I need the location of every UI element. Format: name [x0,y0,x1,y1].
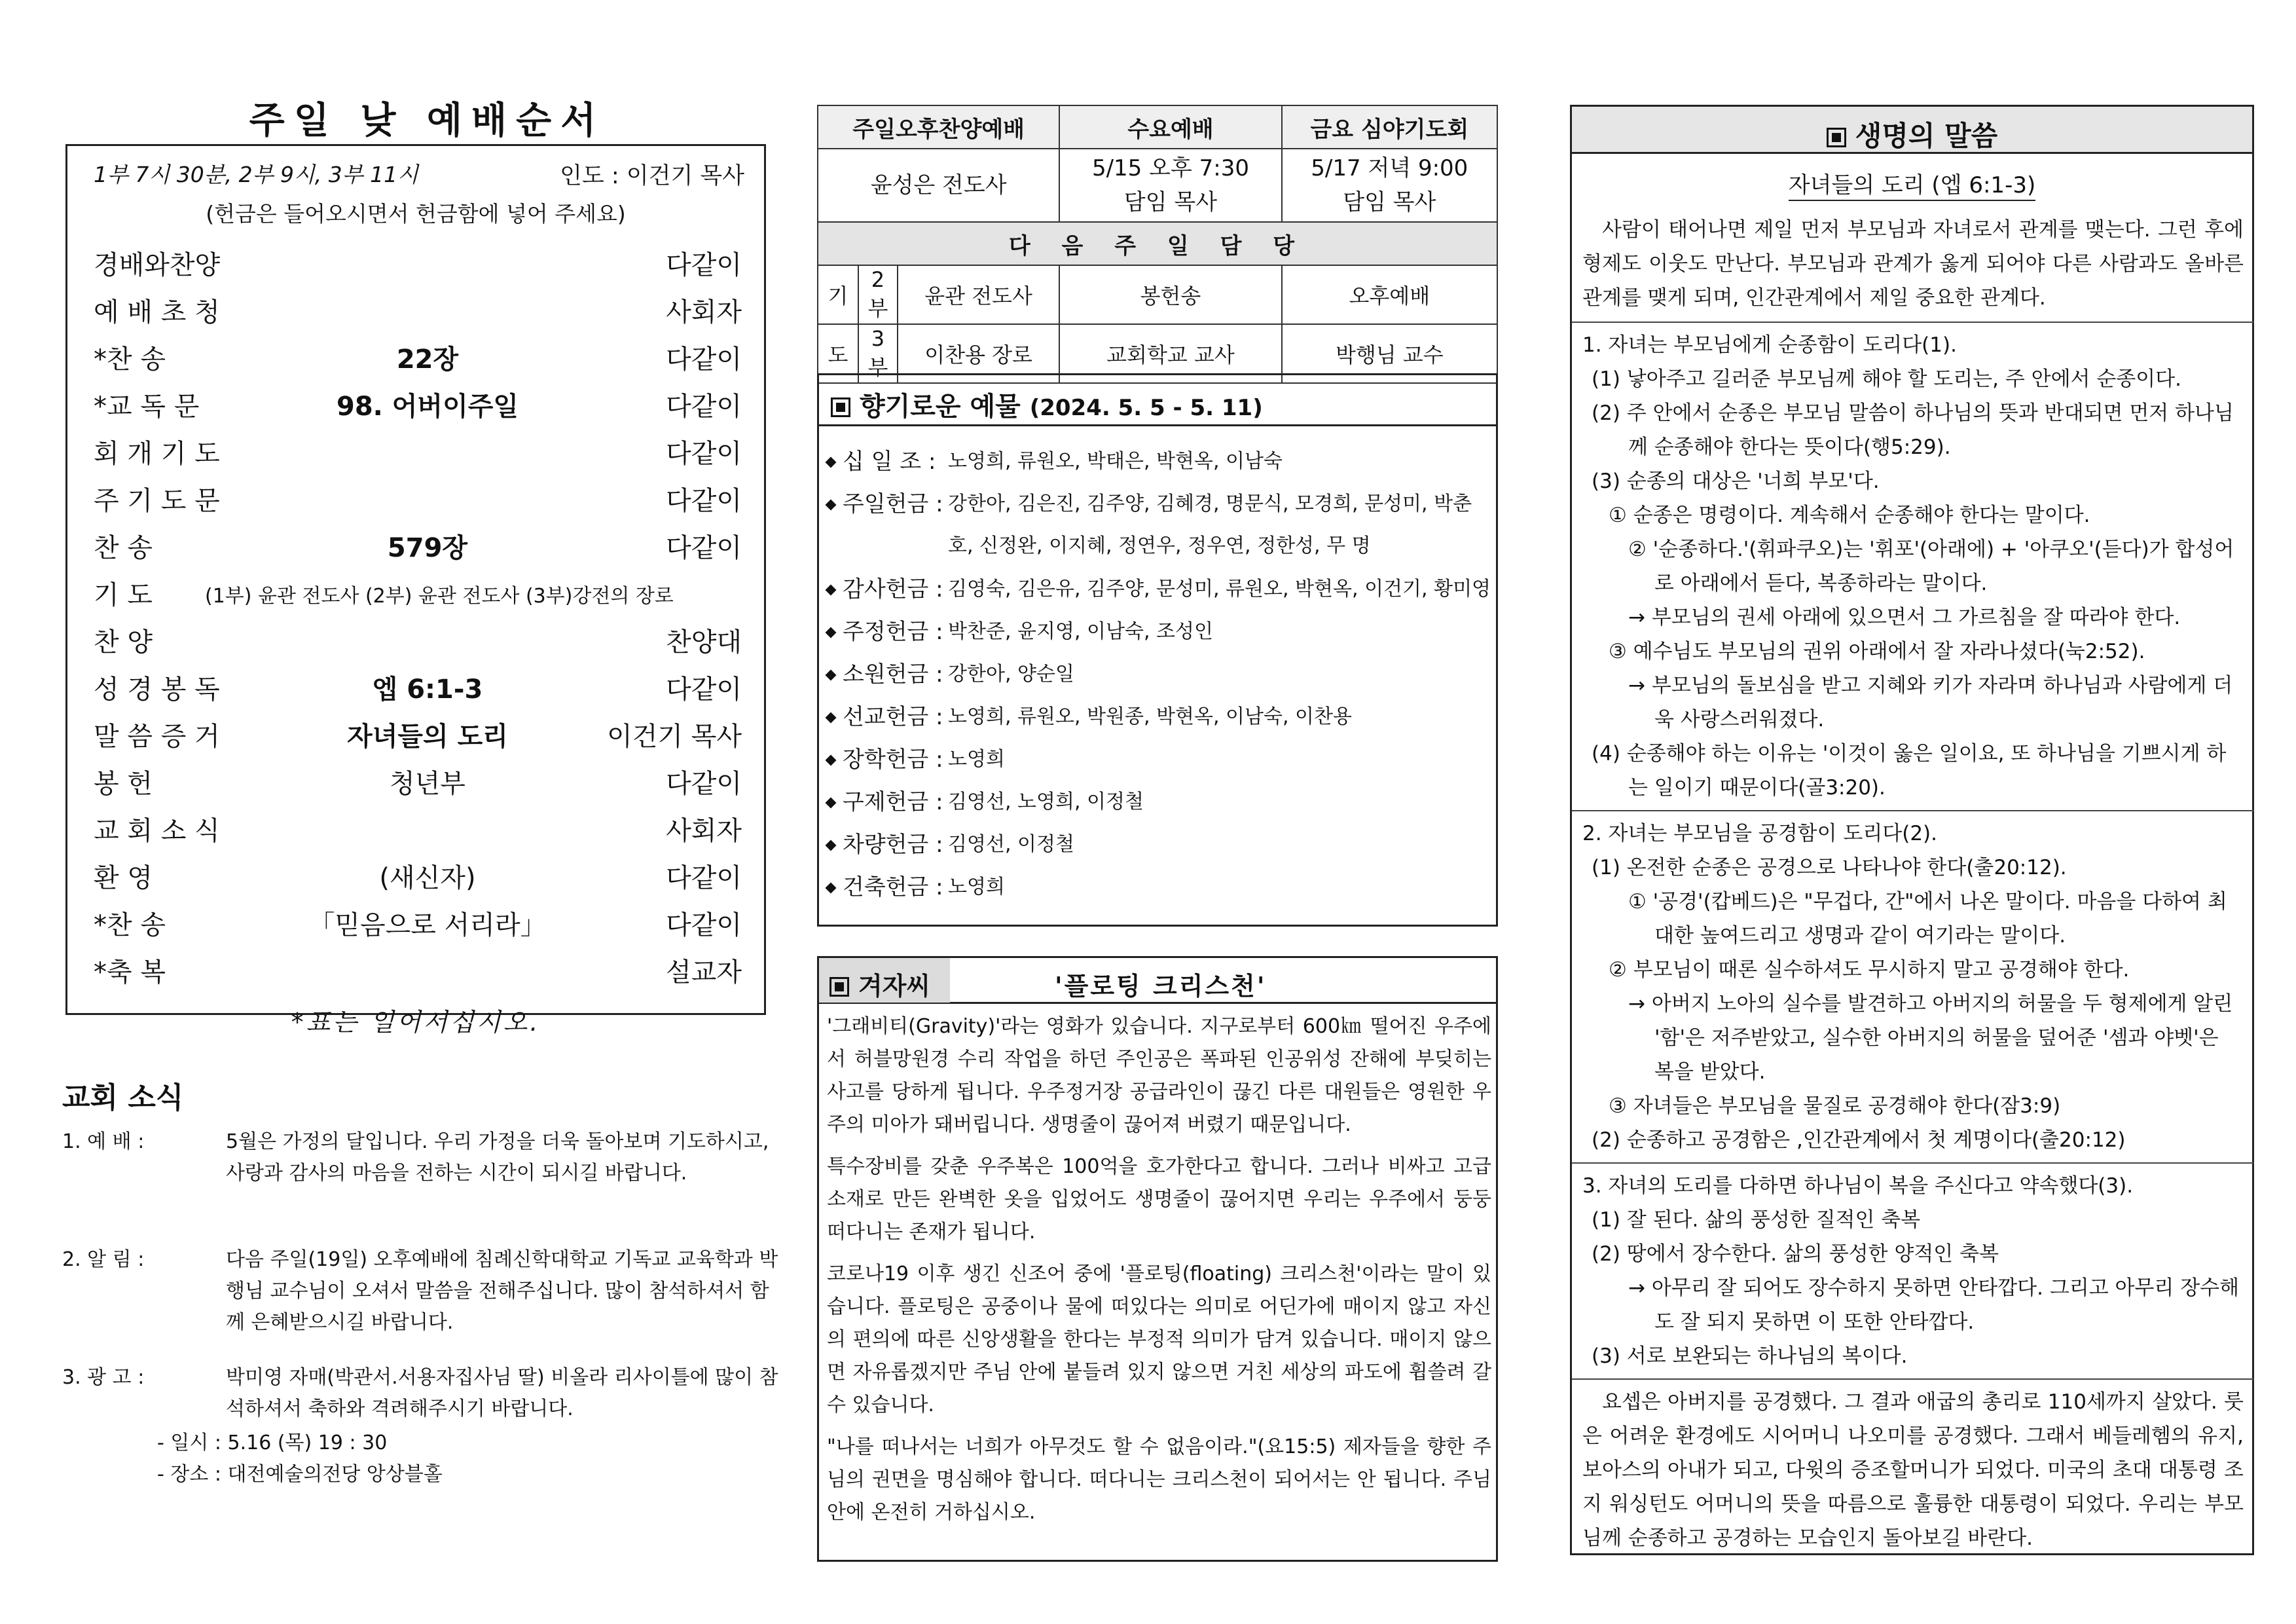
offering-label: 차량헌금 : [827,824,943,866]
sermon-line: (3) 순종의 대상은 '너희 부모'다. [1592,470,1880,493]
sermon-line: ② 부모님이 때론 실수하셔도 무시하지 말고 공경해야 한다. [1609,958,2130,982]
sermon-point-heading: 2. 자녀는 부모님을 공경함이 도리다(2). [1582,822,1938,845]
mustard-seed-body [827,1010,1491,1538]
offertory-label: 봉헌송 [1059,265,1281,324]
event-place: - 장소 : 대전예술의전당 앙상블홀 [157,1463,443,1486]
offerings-header [819,375,1496,426]
word-of-life-box [1570,105,2254,1555]
offering-row [827,568,1491,610]
schedule-table [817,105,1498,384]
order-name: 봉 헌 [94,769,153,799]
order-who: 다같이 [666,769,742,799]
order-who: 이건기 목사 [607,722,742,752]
order-row [94,615,742,662]
order-name: 교 회 소 식 [94,816,220,846]
offering-row [827,824,1491,866]
schedule-column [817,0,1504,1624]
order-name: 성 경 봉 독 [94,674,220,705]
order-who: 다같이 [666,863,742,893]
friday-leader: 담임 목사 [1343,189,1436,215]
offering-label: 소원헌금 : [827,654,943,695]
diamond-bullet-icon [826,712,837,724]
order-who: 사회자 [666,297,742,327]
order-detail: (새신자) [379,863,476,893]
order-who: 다같이 [666,250,742,280]
order-name: 환 영 [94,863,153,893]
order-name: 찬 양 [94,627,153,657]
sermon-line: (1) 잘 된다. 삶의 풍성한 질적인 축복 [1592,1208,1921,1232]
sermon-column [1570,0,2254,1624]
order-detail: 「믿음으로 서리라」 [308,910,547,940]
order-who: 다같이 [666,674,742,705]
offering-names: 김영숙, 김은유, 김주양, 문성미, 류원오, 박현옥, 이건기, 황미영 [948,578,1491,600]
order-row [94,851,742,898]
header-sunday-pm: 주일오후찬양예배 [818,105,1059,149]
order-who: 사회자 [666,816,742,846]
sermon-line: → 부모님의 권세 아래에 있으면서 그 가르침을 잘 따라야 한다. [1628,606,2181,629]
mustard-seed-title: '플로팅 크리스천' [1055,972,1267,1001]
mustard-paragraph: 코로나19 이후 생긴 신조어 중에 '플로팅(floating) 크리스천'이라는 말이 있습니다. 플로팅은 공중이나 물에 떠있다는 의미로 어딘가에 매이지 않고 자신의 편의에 따른 신앙생활을 한다는 부정적 의미가 담겨 있습니다. 매이지 않으면 자유롭겠지만 주님 안에 붙들려 있지 않으면 거친 세상의 파도에 휩쓸려 갈 수 있습니다. [827,1263,1491,1416]
diamond-bullet-icon [826,670,837,681]
offering-names: 김영선, 이정철 [948,833,1074,856]
mustard-paragraph: '그래비티(Gravity)'라는 영화가 있습니다. 지구로부터 600㎞ 떨어진 우주에서 허블망원경 수리 작업을 하던 주인공은 폭파된 인공위성 잔해에 부딪히는 사고를 당하게 됩니다. 우주정거장 공급라인이 끊긴 다른 대원들은 영원한 우주의 미아가 돼버립니다. 생명줄이 끊어져 버렸기 때문입니다. [827,1015,1491,1136]
sermon-body [1582,213,2244,1562]
section-divider [1572,810,2254,811]
mustard-seed-header [819,958,1496,1004]
order-row [94,332,742,379]
prayer-label-top: 기 [818,265,858,324]
news-text: 다음 주일(19일) 오후예배에 침례신학대학교 기독교 교육학과 박행님 교수님이 오셔서 말씀을 전해주십니다. 많이 참석하셔서 함께 은혜받으시길 바랍니다. [226,1248,778,1334]
sermon-line: (2) 땅에서 장수한다. 삶의 풍성한 양적인 축복 [1592,1242,1999,1266]
order-detail: 엡 6:1-3 [372,674,483,705]
worship-order-column [52,0,802,1624]
order-row [94,662,742,709]
mustard-seed-box [817,956,1498,1562]
order-name: 말 씀 증 거 [94,722,220,752]
offering-label: 십 일 조 : [827,441,936,483]
offering-names: 강한아, 양순일 [948,663,1074,686]
order-who: 다같이 [666,486,742,516]
section-divider [1572,1162,2254,1164]
order-who: 다같이 [666,533,742,563]
sermon-subtitle: 자녀들의 도리 (엡 6:1-3) [1572,167,2252,199]
event-time: - 일시 : 5.16 (목) 19 : 30 [157,1431,388,1454]
news-label: 2. 알 림 : [62,1248,145,1271]
news-item [62,1362,782,1425]
news-label: 1. 예 배 : [62,1130,145,1153]
offering-label: 장학헌금 : [827,739,943,781]
offering-row [827,611,1491,653]
sermon-line: → 부모님의 돌보심을 받고 지혜와 키가 자라며 하나님과 사람에게 더욱 사랑스러워졌다. [1628,674,2233,731]
sermon-line: ③ 자녀들은 부모님을 물질로 공경해야 한다(잠3:9) [1609,1094,2061,1118]
offering-label: 구제헌금 : [827,781,943,823]
sermon-line: (1) 온전한 순종은 공경으로 나타나야 한다(출20:12). [1592,856,2067,879]
order-row [94,426,742,473]
offering-row [827,654,1491,695]
offering-names: 노영희, 류원오, 박태은, 박현옥, 이남숙 [948,450,1283,473]
offering-label: 주정헌금 : [827,611,943,653]
order-who: 설교자 [666,957,742,987]
order-detail: 22장 [396,344,459,375]
order-who: 찬양대 [666,627,742,657]
service-order-box [65,144,766,1015]
news-title: 교회 소식 [62,1081,184,1115]
offering-names: 강한아, 김은진, 김주양, 김혜경, 명문식, 모경희, 문성미, 박춘호, 신정완, 이지혜, 정연우, 정우연, 정한성, 무 명 [948,492,1472,557]
order-detail: 청년부 [390,769,465,799]
sermon-line: ① '공경'(캅베드)은 "무겁다, 간"에서 나온 말이다. 마음을 다하여 최대한 높여드리고 생명과 같이 여기라는 말이다. [1628,890,2227,948]
diamond-bullet-icon [826,627,837,638]
offering-row [827,441,1491,483]
diamond-bullet-icon [826,457,837,468]
offering-row [827,739,1491,781]
wednesday-leader: 담임 목사 [1123,189,1218,215]
standing-note: *표는 일어서십시오. [291,1008,541,1037]
order-detail: 579장 [387,533,468,563]
order-row [94,521,742,568]
sermon-line: (3) 서로 보완되는 하나님의 복이다. [1592,1344,1908,1368]
offering-note: (헌금은 들어오시면서 헌금함에 넣어 주세요) [206,201,626,227]
header-friday: 금요 심야기도회 [1282,105,1497,149]
order-name: 경배와찬양 [94,250,221,280]
sermon-line: ① 순종은 명령이다. 계속해서 순종해야 한다는 말이다. [1609,504,2090,527]
order-name: *찬 송 [94,344,166,375]
order-row [94,285,742,332]
news-label: 3. 광 고 : [62,1366,145,1389]
order-row [94,379,742,426]
order-row [94,473,742,521]
diamond-bullet-icon [826,840,837,851]
wednesday-time: 5/15 오후 7:30 [1091,155,1249,181]
offering-label: 감사헌금 : [827,568,943,610]
offering-names: 노영희, 류원오, 박원종, 박현옥, 이남숙, 이찬용 [948,705,1353,728]
offerings-title: 향기로운 예물 [860,392,1021,422]
pm-service-name: 박행님 교수 [1282,324,1497,383]
order-row [94,945,742,992]
order-row [94,568,742,615]
mustard-paragraph: 특수장비를 갖춘 우주복은 100억을 호가한다고 합니다. 그러나 비싸고 고급 소재로 만든 완벽한 옷을 입었어도 생명줄이 끊어지면 우리는 우주에서 둥둥 떠다니는 존재가 됩니다. [827,1155,1491,1244]
sermon-line: ③ 예수님도 부모님의 권위 아래에서 잘 자라나셨다(눅2:52). [1609,640,2145,663]
order-row [94,803,742,851]
word-of-life-header [1572,107,2252,154]
order-name: 회 개 기 도 [94,439,220,469]
order-name: *축 복 [94,957,166,987]
offering-names: 김영선, 노영희, 이정철 [948,790,1144,813]
offertory-name: 교회학교 교사 [1059,324,1281,383]
order-who: 다같이 [666,392,742,422]
third-service-prayer: 이찬용 장로 [898,324,1059,383]
friday-time: 5/17 저녁 9:00 [1311,155,1468,181]
section-divider [1572,1378,2254,1380]
order-name: 예 배 초 청 [94,297,220,327]
square-bullet-icon [831,397,850,417]
order-detail: 98. 어버이주일 [337,392,519,422]
section-divider [1572,322,2254,323]
news-item [62,1126,782,1189]
sermon-intro: 사람이 태어나면 제일 먼저 부모님과 자녀로서 관계를 맺는다. 그런 후에 형제도 이웃도 만난다. 부모님과 관계가 옳게 되어야 다른 사람과도 올바른 관계를 맺게 되며, 인간관계에서 제일 중요한 관계다. [1582,218,2244,310]
header-wednesday: 수요예배 [1059,105,1281,149]
diamond-bullet-icon [826,585,837,596]
diamond-bullet-icon [826,883,837,894]
wednesday-cell [1059,149,1281,222]
offering-row [827,866,1491,908]
order-name: *교 독 문 [94,392,200,422]
offering-names: 노영희 [948,876,1005,898]
offering-names: 노영희 [948,748,1005,771]
sermon-line: → 아무리 잘 되어도 장수하지 못하면 안타깝다. 그리고 아무리 장수해도 잘 되지 못하면 이 또한 안타깝다. [1628,1276,2240,1334]
offering-row [827,483,1491,567]
offering-names: 박찬준, 윤지영, 이남숙, 조성인 [948,620,1213,643]
news-text: 5월은 가정의 달입니다. 우리 가정을 더욱 돌아보며 기도하시고, 사랑과 감사의 마음을 전하는 시간이 되시길 바랍니다. [226,1130,769,1185]
sermon-line: → 아버지 노아의 실수를 발견하고 아버지의 허물을 두 형제에게 알린 '함'은 저주받았고, 실수한 아버지의 허물을 덮어준 '셈과 야벳'은 복을 받았다. [1628,992,2233,1084]
sermon-line: (1) 낳아주고 길러준 부모님께 해야 할 도리는, 주 안에서 순종이다. [1592,367,2181,391]
service-times: 1부 7시 30분, 2부 9시, 3부 11시 [94,162,419,187]
order-who: 다같이 [666,910,742,940]
third-service-label: 3부 [858,324,898,383]
square-bullet-icon [829,977,849,997]
order-row [94,898,742,945]
sermon-line: (2) 순종하고 공경함은 ,인간관계에서 첫 계명이다(출20:12) [1592,1128,2126,1152]
diamond-bullet-icon [826,755,837,766]
square-bullet-icon [1827,128,1846,147]
mustard-seed-tag: 겨자씨 [819,958,950,1003]
diamond-bullet-icon [826,798,837,809]
news-text: 박미영 자매(박관서.서용자집사님 딸) 비올라 리사이틀에 많이 참석하셔서 축하와 격려해주시기 바랍니다. [226,1366,778,1420]
word-title: 생명의 말씀 [1855,120,1998,152]
offerings-box [817,373,1498,927]
order-row [94,709,742,756]
order-detail: (1부) 윤관 전도사 (2부) 윤관 전도사 (3부)강전의 장로 [205,585,674,608]
second-service-label: 2부 [858,265,898,324]
service-title: 주일 낮 예배순서 [249,100,606,142]
diamond-bullet-icon [826,500,837,511]
order-who: 다같이 [666,344,742,375]
offering-label: 선교헌금 : [827,696,943,738]
order-name: *찬 송 [94,910,166,940]
offering-row [827,781,1491,823]
order-who: 다같이 [666,439,742,469]
order-row [94,238,742,285]
news-item [62,1244,782,1338]
next-week-label: 다 음 주 일 담 당 [818,222,1497,265]
order-name: 주 기 도 문 [94,486,220,516]
sermon-line: ② '순종하다.'(휘파쿠오)는 '휘포'(아래에) + '아쿠오'(듣다)가 합성어로 아래에서 듣다, 복종하라는 말이다. [1628,538,2234,595]
offerings-period: (2024. 5. 5 - 5. 11) [1029,395,1263,421]
sermon-point-heading: 3. 자녀의 도리를 다하면 하나님이 복을 주신다고 약속했다(3). [1582,1174,2134,1198]
sermon-line: (4) 순종해야 하는 이유는 '이것이 옳은 일이요, 또 하나님을 기쁘시게 하는 일이기 때문이다(골3:20). [1592,742,2227,800]
order-name: 찬 송 [94,533,153,563]
mustard-paragraph: "나를 떠나서는 너희가 아무것도 할 수 없음이라."(요15:5) 제자들을 향한 주님의 권면을 명심해야 합니다. 떠다니는 크리스천이 되어서는 안 됩니다. 주님 안에 온전히 거하십시오. [827,1435,1491,1524]
order-row [94,756,742,803]
sermon-point-heading: 1. 자녀는 부모님에게 순종함이 도리다(1). [1582,333,1957,357]
second-service-prayer: 윤관 전도사 [898,265,1059,324]
order-detail: 자녀들의 도리 [347,722,508,752]
order-name: 기 도 [94,580,153,610]
pm-service-label: 오후예배 [1282,265,1497,324]
sermon-closing: 요셉은 아버지를 공경했다. 그 결과 애굽의 총리로 110세까지 살았다. 룻은 어려운 환경에도 시어머니 나오미를 공경했다. 그래서 베들레헴의 유지, 보아스의 아내가 되고, 다윗의 증조할머니가 되었다. 미국의 초대 대통령 조지 워싱턴도 어머니의 뜻을 따름으로 훌륭한 대통령이 되었다. 우리는 부모님께 순종하고 공경하는 모습인지 돌아보길 바란다. [1582,1390,2244,1550]
offering-label: 주일헌금 : [827,483,943,525]
friday-cell [1282,149,1497,222]
prayer-label-bottom: 도 [818,324,858,383]
offering-label: 건축헌금 : [827,866,943,908]
sermon-line: (2) 주 안에서 순종은 부모님 말씀이 하나님의 뜻과 반대되면 먼저 하나님께 순종해야 한다는 뜻이다(행5:29). [1592,401,2234,459]
sunday-pm-leader: 윤성은 전도사 [818,149,1059,222]
service-leader: 인도 : 이건기 목사 [560,163,744,189]
offering-row [827,696,1491,738]
